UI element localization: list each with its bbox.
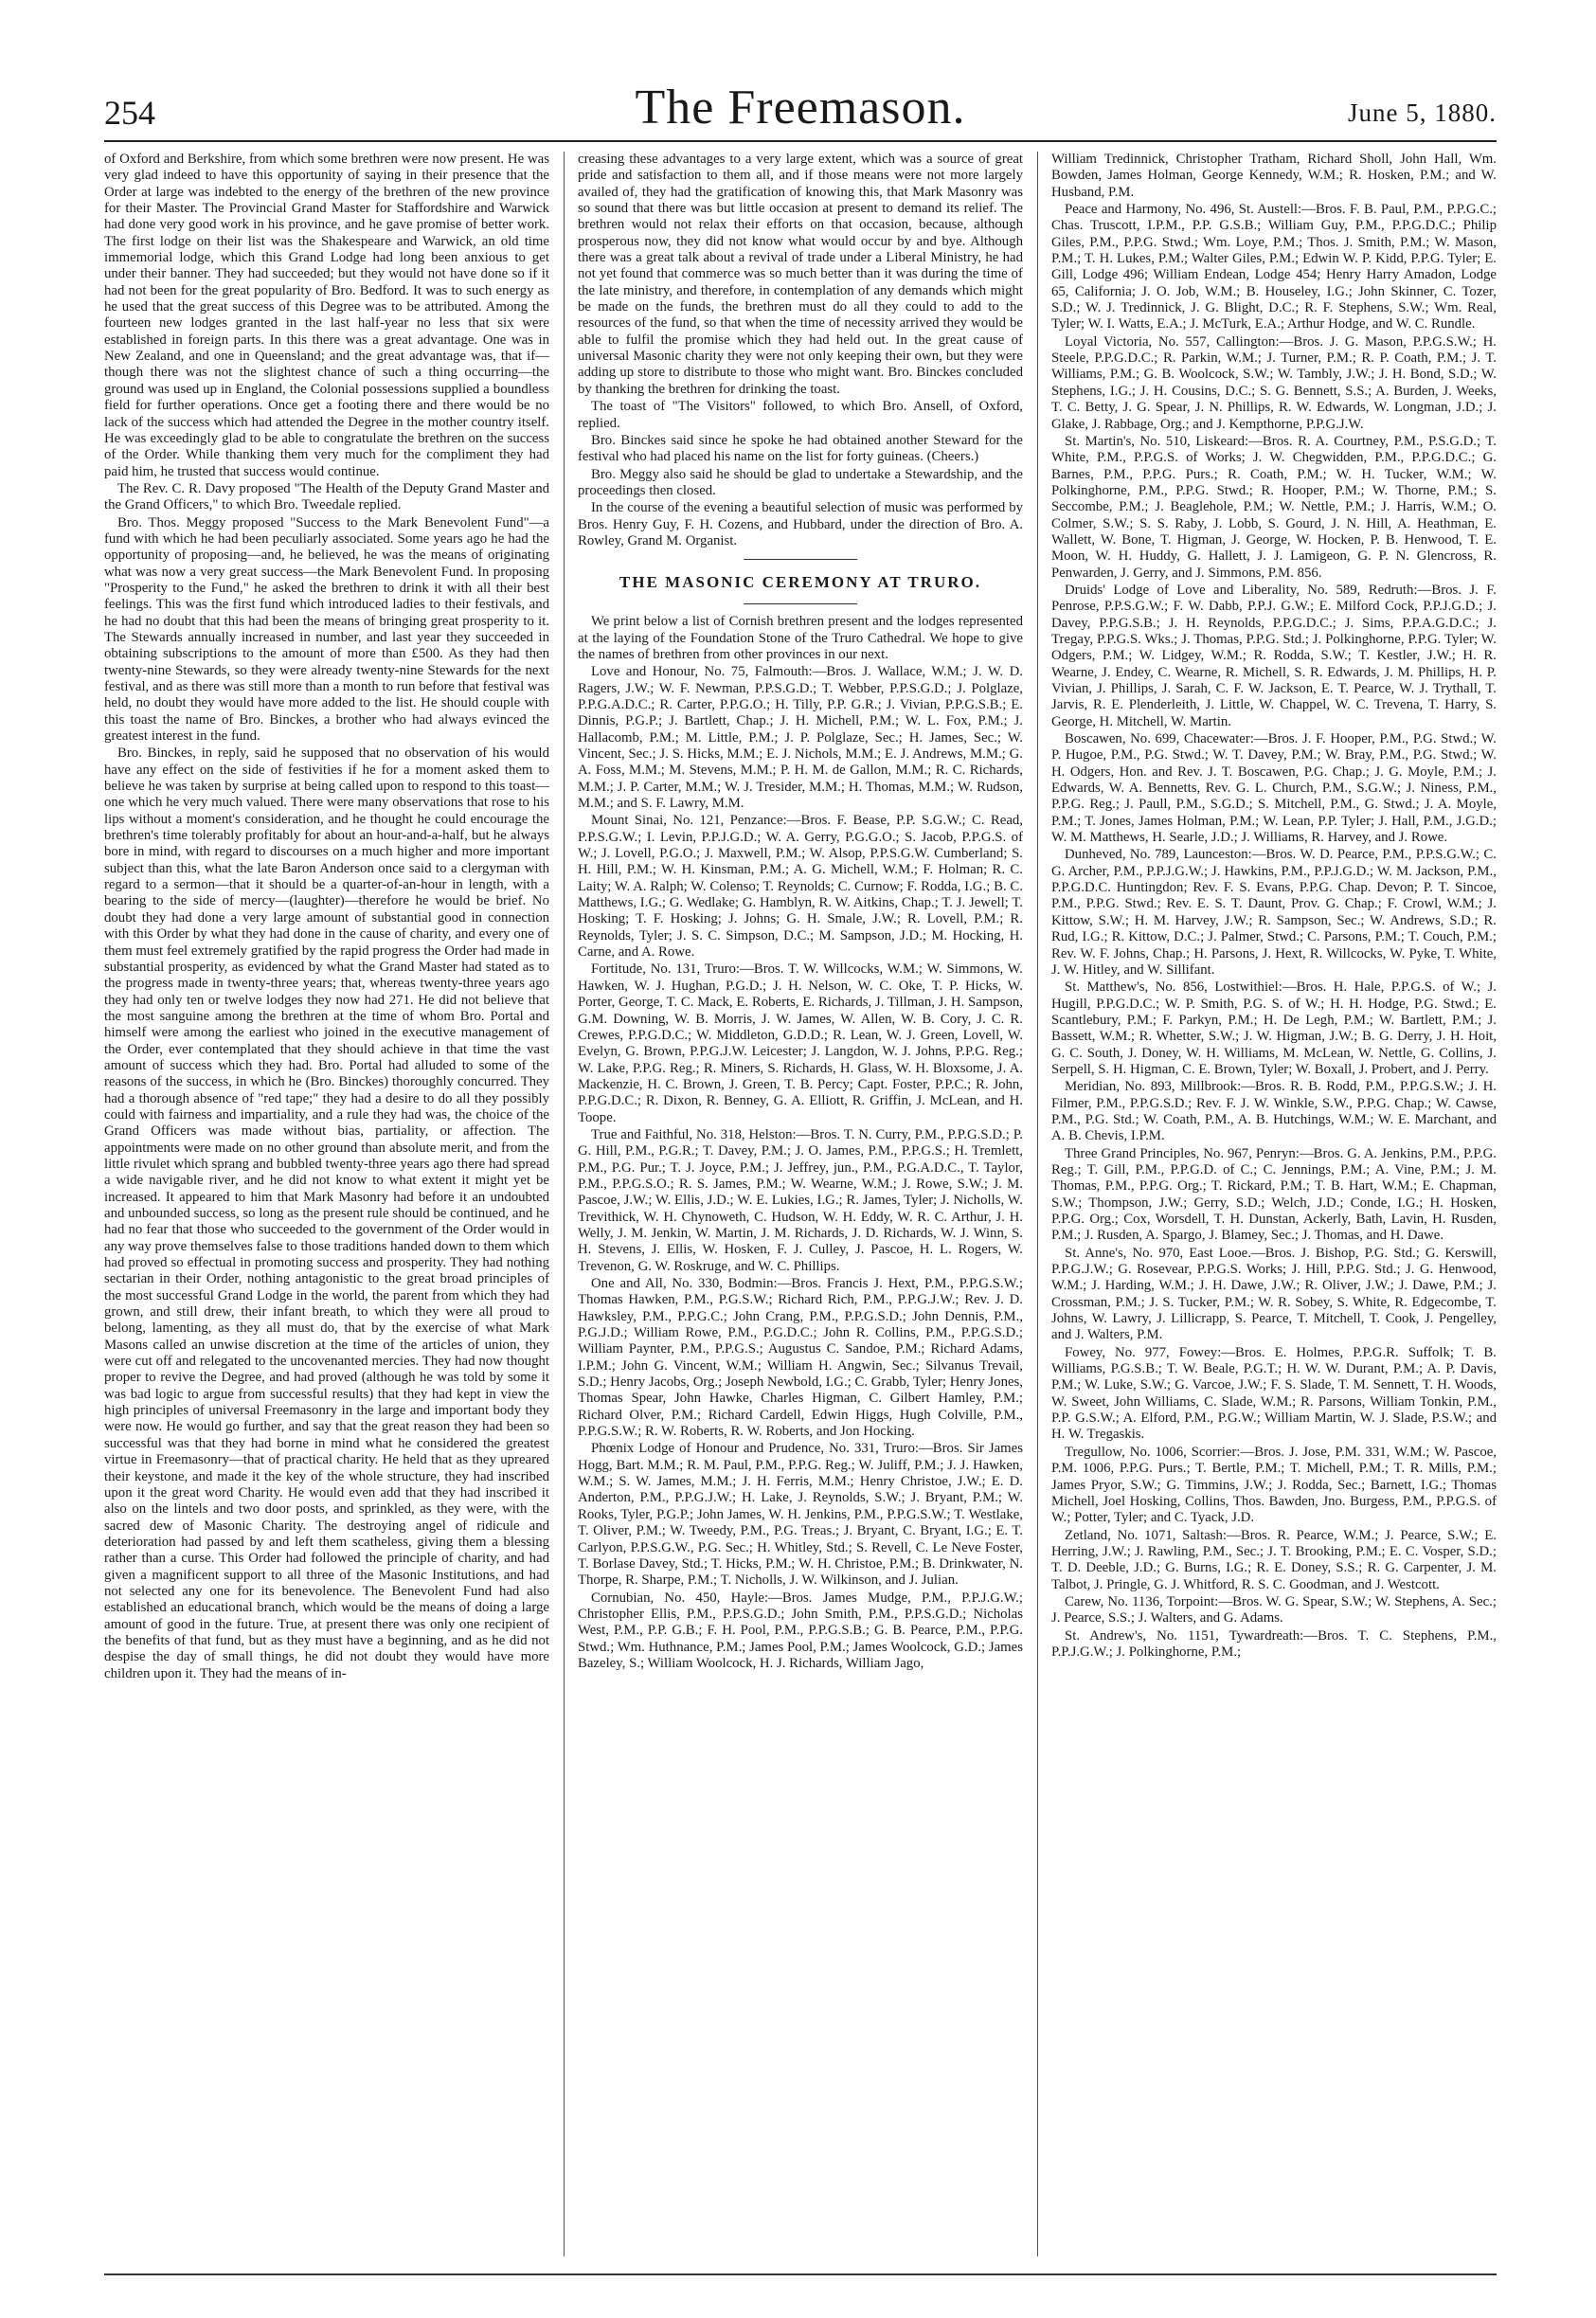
column-divider bbox=[564, 152, 565, 2256]
paragraph: Dunheved, No. 789, Launceston:—Bros. W. D. Pearce, P.M., P.P.S.G.W.; C. G. Archer, P.M., P.P.J.G.W.; J. Hawkins, P.M., P.P.J.G.D.; W. M. Jackson, P.M., P.P.G.D.C. Huntingdon; Rev. F. S. Evans, P.P.G. Chap. Devon; P. T. Sincoe, P.M., P.P.G. Stwd.; Rev. E. S. T. Daunt, Prov. G. Chap.; F. Crowl, W.M.; J. Kittow, S.W.; H. M. Harvey, J.W.; R. Sampson, Sec.; W. Andrews, S.D.; R. Rud, I.G.; R. Kittow, D.C.; J. Palmer, Stwd.; C. Parsons, P.M.; T. Couch, P.M.; Rev. W. F. Johns, Chap.; H. Parsons, J. Hext, R. Willcocks, W. Pyke, T. White, J. W. Hitley, and W. Sillifant. bbox=[1051, 847, 1497, 978]
page-number: 254 bbox=[104, 94, 155, 132]
paragraph: Fowey, No. 977, Fowey:—Bros. E. Holmes, P.P.G.R. Suffolk; T. B. Williams, P.G.S.B.; T. W. Beale, P.G.T.; H. W. W. Durant, P.M.; A. P. Davis, P.M.; W. Luke, S.W.; G. Varcoe, J.W.; F. S. Slade, T. M. Sennett, T. H. Woods, W. Sweet, John Williams, C. Slade, W.M.; R. Parsons, William Tonkin, P.M., P.P. G.S.W.; A. Elford, P.M., P.G.W.; William Martin, W. J. Slade, P.S.W.; and H. W. Tregaskis. bbox=[1051, 1344, 1497, 1443]
section-rule bbox=[744, 559, 857, 560]
footer-rule bbox=[104, 2273, 1497, 2275]
column-2-continuation bbox=[578, 152, 1023, 549]
paragraph: The Rev. C. R. Davy proposed "The Health of the Deputy Grand Master and the Grand Officers," to which Bro. Tweedale replied. bbox=[104, 480, 549, 513]
paragraph: Carew, No. 1136, Torpoint:—Bros. W. G. Spear, S.W.; W. Stephens, A. Sec.; J. Pearce, S.S.; J. Walters, and G. Adams. bbox=[1051, 1593, 1497, 1626]
paragraph: creasing these advantages to a very large extent, which was a source of great pride and satisfaction to them all, and if those means were not more largely availed of, they had the gratification of knowing this, that Mark Masonry was so sound that there was but little occasion at present to demand its relief. The brethren would not relax their efforts on that occasion, because, although prosperous now, they did not know what would occur by and bye. Although there was a great talk about a revival of trade under a Liberal Ministry, he had not yet found that commerce was so much better than it was during the time of the late ministry, and therefore, in contemplation of any demands which might be made on the funds, the brethren must do all they could to add to the resources of the fund, so that when the time of necessity arrived they would be able to fulfil the promise which they had held out. In the great cause of universal Masonic charity they were not only keeping their own, but they were adding up store to distribute to those who might want. Bro. Binckes concluded by thanking the brethren for drinking the toast. bbox=[578, 152, 1023, 397]
paragraph: Zetland, No. 1071, Saltash:—Bros. R. Pearce, W.M.; J. Pearce, S.W.; E. Herring, J.W.; J. Rawling, P.M., Sec.; J. T. Brooking, P.M.; E. C. Vosper, S.D.; T. D. Deeble, J.D.; G. Burns, I.G.; R. E. Doney, S.S.; R. G. Carpenter, J. M. Talbot, J. Pringle, G. J. Whitford, R. S. C. Goodman, and J. Westcott. bbox=[1051, 1527, 1497, 1592]
paragraph: St. Martin's, No. 510, Liskeard:—Bros. R. A. Courtney, P.M., P.S.G.D.; T. White, P.M., P.P.G.S. of Works; J. W. Chegwidden, P.M., P.P.G.D.C.; G. Barnes, P.M., P.P.G. Purs.; R. Coath, P.M.; W. H. Tucker, W.M.; W. Polkinghorne, P.M., P.P.G. Stwd.; R. Hooper, P.M.; W. Thorne, P.M.; S. Seccombe, P.M.; J. Beaglehole, P.M.; W. Nettle, P.M.; J. Harris, W.M.; O. Colmer, S.W.; S. S. Raby, J. Lobb, S. Gourd, J. N. Hill, A. Heathman, E. Wallett, W. Bone, T. Higman, J. George, W. Hocken, P. B. Henwood, T. E. Moon, W. H. Huddy, G. Hallett, J. J. Lamigeon, G. P. N. Glencross, R. Penwarden, J. Gerry, and J. Simmons, P.M. 856. bbox=[1051, 433, 1497, 581]
paragraph: William Tredinnick, Christopher Tratham, Richard Sholl, John Hall, Wm. Bowden, James Holman, George Kennedy, W.M.; R. Hosken, P.M.; and W. Husband, P.M. bbox=[1051, 152, 1497, 200]
paragraph: True and Faithful, No. 318, Helston:—Bros. T. N. Curry, P.M., P.P.G.S.D.; P. G. Hill, P.M., P.G.R.; T. Davey, P.M.; J. O. James, P.M., P.P.G.S.; H. Tremlett, P.M., P.G. Pur.; T. J. Joyce, P.M.; J. Jeffrey, jun., P.M., P.G.A.D.C., T. Taylor, P.M., P.P.G.S.O.; R. S. James, P.M.; W. Wearne, W.M.; J. Rowe, S.W.; J. M. Pascoe, J.W.; W. Ellis, J.D.; W. E. Lukies, I.G.; R. James, Tyler; J. Nicholls, W. Trevithick, W. H. Chynoweth, C. Hudson, W. H. Eddy, W. R. C. Arthur, J. H. Welly, J. M. Jenkin, W. Martin, J. M. Richards, J. D. Richards, W. J. Winn, S. H. Stevens, J. Ellis, W. Hosken, F. J. Culley, J. Pascoe, H. L. Rogers, W. Trevenon, G. W. Roskruge, and W. C. Phillips. bbox=[578, 1126, 1023, 1274]
paragraph: St. Anne's, No. 970, East Looe.—Bros. J. Bishop, P.G. Std.; G. Kerswill, P.P.G.J.W.; G. Rosevear, P.P.G.S. Works; J. Hill, P.P.G. Std.; J. G. Henwood, W.M.; J. Harding, W.M.; J. H. Dawe, J.W.; R. Oliver, J.W.; J. Dawe, P.M.; J. Crossman, P.M.; J. S. Tucker, P.M.; W. R. Sobey, S. White, R. Edgecombe, T. Johns, W. Lawry, J. Lillicrapp, S. Pearce, T. Mitchell, T. Cook, J. Pengelley, and J. Walters, P.M. bbox=[1051, 1245, 1497, 1343]
paragraph: In the course of the evening a beautiful selection of music was performed by Bros. Henry Guy, F. H. Cozens, and Hubbard, under the direction of Bro. A. Rowley, Grand M. Organist. bbox=[578, 500, 1023, 548]
paragraph: Bro. Thos. Meggy proposed "Success to the Mark Benevolent Fund"—a fund with which he had been peculiarly associated. Some years ago he had the opportunity of proposing—and, he believed, he was the means of originating what was now a very great success—the Mark Benevolent Fund. In proposing "Prosperity to the Fund," he asked the brethren to drink it with all their best feelings. This was the first fund which introduced ladies to their festivals, and he had no doubt that this had been the means of bringing great prosperity to it. The Stewards annually increased in number, and last year they succeeded in obtaining subscriptions to the amount of more than £500. As they had then twenty-nine Stewards, so they were already twenty-nine Stewards for the next festival, and as there was still more than a month to run before that festival was held, no doubt they would have more added to the list. He should couple with this toast the name of Bro. Binckes, a brother who had always evinced the greatest interest in the fund. bbox=[104, 514, 549, 745]
header-rule bbox=[104, 140, 1497, 142]
section-rule bbox=[744, 603, 857, 604]
paragraph: The toast of "The Visitors" followed, to which Bro. Ansell, of Oxford, replied. bbox=[578, 399, 1023, 431]
paragraph: Loyal Victoria, No. 557, Callington:—Bros. J. G. Mason, P.P.G.S.W.; H. Steele, P.P.G.D.C.; R. Parkin, W.M.; J. Turner, P.M.; R. P. Coath, P.M.; J. T. Williams, P.M.; G. B. Woolcock, S.W.; W. Tambly, J.W.; J. H. Bond, S.D.; W. Stephens, I.G.; J. H. Cousins, D.C.; S. G. Bennett, S.S.; A. Burden, J. Weeks, T. C. Betty, J. G. Spear, J. N. Phillips, R. W. Edwards, W. Longman, J.D.; J. Glake, J. Rabbage, Org.; and J. Kempthorne, P.P.G.J.W. bbox=[1051, 333, 1497, 432]
paragraph: Bro. Binckes, in reply, said he supposed that no observation of his would have any effect on the side of festivities if he for a moment asked them to believe he was taken by surprise at being called upon to respond to this toast—one which he very much valued. There were many observations that rose to his lips without a moment's consideration, and he thought he could encourage the brethren's time tolerably profitably for about an hour-and-a-half, but he always bore in mind, with regard to discourses on a much higher and more important subject than this, what the late Baron Anderson once said to a clergyman with regard to a sermon—that it should be a quarter-of-an-hour in length, with a bearing to the side of mercy—(laughter)—therefore he would be brief. No doubt they had done a very large amount of substantial good in connection with this Order by what they had done in the cause of charity, and every one of them must feel extremely gratified by the rapid progress the Order had made in substantial prosperity, as evidenced by what the Grand Master had stated as to the progress made in twenty-three years; that, whereas twenty-three years ago they had only ten or twelve lodges they now had 271. He did not believe that the most sanguine among the brethren at the time of whom Bro. Portal and himself were among the earliest who joined in the executive management of the Order, ever contemplated that they should achieve in that time the vast amount of success which they had. Bro. Portal had alluded to some of the reasons of the success, in which he (Bro. Binckes) thoroughly concurred. They had a thorough absence of "red tape;" they had a desire to do all they possibly could with fairness and impartiality, and a rule they had was, the choice of the Grand Officers was made without bias, partiality, or affection. The appointments were made on no other ground than absolute merit, and from the little rivulet which sprang and bubbled twenty-three years ago there had spread a wide navigable river, and he did not know to what extent it might yet be increased. It appeared to him that Mark Masonry had before it an undoubted and unbounded success, so long as the present rule should be continued, and he had no fear that those who succeeded to the government of the Order would in any way prove themselves false to those traditions handed down to them which had proved so effectual in promoting success and prosperity. They had nothing sectarian in their Order, nothing antagonistic to the great broad principles of the most successful Grand Lodge in the world, the parent from which they had grown, and still drew, their infant breath, to which they were all proud to belong, lamenting, as they all must do, that by the exercise of what Mark Masons called an unwise discretion at the time of the articles of union, they were cut off and relegated to the uncovenanted mercies. They had now thought proper to revive the Degree, and had proved (although he was told by some it was bad logic to argue from successful results) that they had kept in view the high principles of universal Freemasonry in the large and important body they were now. He would go further, and say that the great reason they had been so successful was that they had borne in mind what he considered the greatest virtue in Freemasonry—that of practical charity. He held that as they upreared their keystone, and made it the key of the whole structure, they had inscribed upon it the great word Charity. He would even add that they had inscribed it also on the lintels and two door posts, and sprinkled, as they were, with the sacred dew of Masonic Charity. The destroying angel of ridicule and deterioration had passed by and left them scatheless, giving them a blessing rather than a curse. This Order had followed the principle of charity, and had given a magnificent support to all three of the Masonic Institutions, and had not selected any one for its benevolence. The Benevolent Fund had also established an educational branch, which would be the means of doing a large amount of good in the future. True, at present there was only one recipient of the benefits of that fund, but as they must have a beginning, and as he did not despise the day of small things, he did not doubt they would have more children upon it. They had the means of in- bbox=[104, 746, 549, 1681]
paragraph: Boscawen, No. 699, Chacewater:—Bros. J. F. Hooper, P.M., P.G. Stwd.; W. P. Hugoe, P.M., P.G. Stwd.; W. T. Davey, P.M.; W. Bray, P.M., P.G. Stwd.; W. H. Odgers, Hon. and Rev. J. T. Boscawen, P.G. Chap.; J. G. Moyle, P.M.; J. Edwards, W. A. Bennetts, Rev. G. L. Church, P.M., S.G.W.; J. Niness, P.M., P.P.G. Reg.; J. Paull, P.M., S.G.D.; S. Mitchell, P.M., G. Stwd.; J. A. Moyle, P.M.; T. Jones, James Holman, P.M.; W. Lean, P.P. Tyler; J. Hall, P.M., J.G.D.; W. M. Matthews, H. Searle, J.D.; J. Williams, R. Harvey, and J. Rowe. bbox=[1051, 731, 1497, 846]
paragraph: Fortitude, No. 131, Truro:—Bros. T. W. Willcocks, W.M.; W. Simmons, W. Hawken, W. J. Hughan, P.G.D.; J. H. Nelson, W. C. Oke, T. P. Hicks, W. Porter, George, T. C. Mack, E. Roberts, E. Richards, J. Tillman, J. H. Sampson, G.M. Downing, W. B. Morris, J. W. James, W. Allen, W. B. Cory, J. C. R. Crewes, P.P.G.D.C.; W. Middleton, G.D.D.; R. Lean, W. J. Green, Lovell, W. Evelyn, G. Brown, P.P.G.J.W. Leicester; J. Langdon, W. J. Johns, P.P.G. Reg.; W. Lake, P.P.G. Reg.; R. Miners, S. Richards, H. Glass, W. H. Bloxsome, J. A. Mackenzie, H. C. Brown, J. Green, T. B. Percy; Capt. Foster, P.P.C.; R. John, P.P.G.D.C.; R. Dixon, R. Benney, G. A. Elliott, R. Griffin, J. McLean, and H. Toope. bbox=[578, 961, 1023, 1125]
paragraph: Bro. Meggy also said he should be glad to undertake a Stewardship, and the proceedings then closed. bbox=[578, 466, 1023, 498]
paragraph: Tregullow, No. 1006, Scorrier:—Bros. J. Jose, P.M. 331, W.M.; W. Pascoe, P.M. 1006, P.P.G. Purs.; T. Bertle, P.M.; T. Michell, P.M.; T. R. Mills, P.M.; James Pryor, S.W.; G. Timmins, J.W.; J. Rodda, Sec.; Barnett, I.G.; Thomas Michell, Joel Hosking, Collins, Thos. Bawden, Jno. Burgess, P.M., P.P.G.S. of W.; Potter, Tyler; and C. Tyack, J.D. bbox=[1051, 1444, 1497, 1526]
article-columns bbox=[104, 152, 1497, 2264]
paragraph: Mount Sinai, No. 121, Penzance:—Bros. F. Bease, P.P. S.G.W.; C. Read, P.P.S.G.W.; I. Levin, P.P.J.G.D.; W. A. Gerry, P.G.G.O.; S. Jacob, P.P.G.S. of W.; J. Lovell, P.G.O.; J. Maxwell, P.M.; W. Alsop, P.P.S.G.W. Cumberland; S. H. Hill, P.M.; W. H. Kinsman, P.M.; A. G. Michell, W.M.; F. Holman; R. C. Laity; W. A. Ralph; W. Colenso; T. Reynolds; C. Curnow; F. Rodda, I.G.; B. C. Matthews, I.G.; G. Wedlake; G. Hamblyn, R. W. Aitkins, Chap.; T. J. Jewell; T. Hosking; T. F. Hosking; J. Johns; G. H. Smale, J.W.; R. Lovell, P.M.; R. Reynolds, Tyler; J. S. C. Simpson, D.C.; M. Sampson, J.D.; M. Hocking, H. Carne, and A. Rowe. bbox=[578, 813, 1023, 961]
paragraph: Love and Honour, No. 75, Falmouth:—Bros. J. Wallace, W.M.; J. W. D. Ragers, J.W.; W. F. Newman, P.P.S.G.D.; T. Webber, P.P.S.G.D.; J. Polglaze, P.P.G.A.D.C.; R. Carter, P.P.G.O.; H. Tilly, P.P. G.R.; J. Vivian, P.P.G.S.B.; E. Dinnis, P.G.P.; J. Bartlett, Chap.; J. H. Michell, P.M.; W. L. Fox, P.M.; J. Hallacomb, P.M.; M. Little, P.M.; J. P. Polglaze, Sec.; H. James, Sec.; W. Vincent, Sec.; J. S. Hicks, M.M.; E. J. Nichols, M.M.; E. J. Andrews, M.M.; G. A. Foss, M.M.; M. Stevens, M.M.; P. H. M. de Gallon, M.M.; R. C. Richards, M.M.; J. P. Carter, M.M.; W. J. Tresider, M.M.; H. Thomas, M.M.; W. Rudson, M.M.; and S. F. Lawry, M.M. bbox=[578, 664, 1023, 812]
paragraph: St. Andrew's, No. 1151, Tywardreath:—Bros. T. C. Stephens, P.M., P.P.J.G.W.; J. Polkinghorne, P.M.; bbox=[1051, 1627, 1497, 1660]
paragraph: We print below a list of Cornish brethren present and the lodges represented at the laying of the Foundation Stone of the Truro Cathedral. We hope to give the names of brethren from other provinces in our next. bbox=[578, 614, 1023, 662]
column-2 bbox=[578, 152, 1023, 2264]
paragraph: Three Grand Principles, No. 967, Penryn:—Bros. G. A. Jenkins, P.M., P.P.G. Reg.; T. Gill, P.M., P.P.G.D. of C.; C. Jennings, P.M.; A. Vine, P.M.; J. M. Thomas, P.M., P.P.G. Org.; T. Rickard, P.M.; T. B. Hart, W.M.; E. Chapman, S.W.; Thompson, J.W.; Gerry, S.D.; Welch, J.D.; Conde, I.G.; H. Hosken, P.P.G. Org.; Cox, Worsdell, T. H. Dunstan, Ackerly, Bath, Lavin, H. Rusden, P.M.; J. Rusden, A. Spargo, J. Blamey, Sec.; J. Thomas, and H. Dawe. bbox=[1051, 1145, 1497, 1244]
paragraph: One and All, No. 330, Bodmin:—Bros. Francis J. Hext, P.M., P.P.G.S.W.; Thomas Hawken, P.M., P.G.S.W.; Richard Rich, P.M., P.P.G.J.W.; Rev. J. D. Hawksley, P.M., P.P.G.C.; John Crang, P.M., P.P.G.S.D.; John Dennis, P.M., P.G.J.D.; William Rowe, P.M., P.G.D.C.; John R. Collins, P.M., P.P.G.S.D.; William Paynter, P.M., P.P.G.S.; Augustus C. Sandoe, P.M.; Richard Adams, I.P.M.; John G. Vincent, W.M.; William H. Angwin, Sec.; Silvanus Trevail, S.D.; Henry Jacobs, Org.; Joseph Newbold, I.G.; C. Grabb, Tyler; Henry Jones, Thomas Spear, John Hawke, Charles Higman, C. Gilbert Hamley, P.M.; Richard Olver, P.M.; Richard Cardell, Edwin Higgs, Hugh Colville, P.M., P.P.G.S.W.; R. W. Roberts, R. W. Roberts, and Jon Hocking. bbox=[578, 1276, 1023, 1440]
paragraph: St. Matthew's, No. 856, Lostwithiel:—Bros. H. Hale, P.P.G.S. of W.; J. Hugill, P.P.G.D.C.; W. P. Smith, P.G. S. of W.; H. H. Hodge, P.G. Stwd.; E. Scantlebury, P.M.; F. Parkyn, P.M.; H. De Legh, P.M.; W. Bartlett, P.M.; J. Bassett, W.M.; R. Whetter, S.W.; J. W. Higman, J.W.; B. G. Derry, J. H. Hoit, G. C. South, J. Doney, W. H. Williams, M. McLean, W. Nettle, G. Collins, J. Serpell, S. H. Higman, C. E. Brown, Tyler; W. Boxall, J. Probert, and J. Perry. bbox=[1051, 979, 1497, 1077]
paragraph: Cornubian, No. 450, Hayle:—Bros. James Mudge, P.M., P.P.J.G.W.; Christopher Ellis, P.M., P.P.S.G.D.; John Smith, P.M., P.P.S.G.D.; Nicholas West, P.M., P.P. G.B.; F. H. Pool, P.M., P.P.G.S.B.; G. B. Pearce, P.M., P.P.G. Stwd.; Wm. Huthnance, P.M.; James Pool, P.M.; James Woolcock, G.D.; James Bazeley, S.; William Woolcock, H. J. Richards, William Jago, bbox=[578, 1590, 1023, 1671]
paragraph: Bro. Binckes said since he spoke he had obtained another Steward for the festival who had placed his name on the list for forty guineas. (Cheers.) bbox=[578, 432, 1023, 465]
paragraph: Peace and Harmony, No. 496, St. Austell:—Bros. F. B. Paul, P.M., P.P.G.C.; Chas. Truscott, I.P.M., P.P. G.S.B.; William Guy, P.M., P.P.G.D.C.; Philip Giles, P.M., P.P.G. Stwd.; Wm. Loye, P.M.; Thos. J. Smith, P.M.; W. Mason, P.M.; T. H. Lukes, P.M.; Walter Giles, P.M.; Edwin W. P. Kidd, P.P.G. Tyler; E. Gill, Lodge 496; William Endean, Lodge 454; Henry Harry Amadon, Lodge 65, California; J. O. Job, W.M.; B. Houseley, I.G.; John Skinner, C. Tozer, S.D.; W. J. Tredinnick, J. G. Blight, D.C.; R. F. Stephens, S.W.; Wm. Real, Tyler; W. I. Watts, E.A.; J. McTurk, E.A.; Arthur Hodge, and W. C. Rundle. bbox=[1051, 202, 1497, 332]
paragraph: Druids' Lodge of Love and Liberality, No. 589, Redruth:—Bros. J. F. Penrose, P.P.S.G.W.; F. W. Dabb, P.P.J. G.W.; E. Milford Cock, P.P.J.G.D.; J. Davey, P.P.G.S.B.; J. H. Reynolds, P.P.G.D.C.; J. Sims, P.P.A.G.D.C.; J. Tregay, P.P.G.S. Wks.; J. Thomas, P.P.G. Std.; J. Polkinghorne, P.P.G. Tyler; W. Odgers, P.M.; W. Lidgey, W.M.; R. Rodda, S.W.; T. Kestler, J.W.; H. R. Wearne, J. Endey, C. Wearne, R. Michell, S. R. Edwards, J. M. Phillips, H. P. Vivian, J. Phillips, J. Sarah, C. F. W. Jackson, E. T. Pearce, W. J. Trythall, T. Jarvis, R. E. Plenderleith, J. Little, W. Chappel, W. C. Trevena, T. Harry, S. George, H. Mitchell, W. Martin. bbox=[1051, 582, 1497, 729]
newspaper-title: The Freemason. bbox=[635, 81, 966, 135]
paragraph: of Oxford and Berkshire, from which some brethren were now present. He was very glad indeed to have this opportunity of saying in their presence that the Order at large was indebted to the energy of the brethren of the new province for their Master. The Provincial Grand Master for Staffordshire and Warwick had done very good work in his province, and he gave promise of better work. The first lodge on their list was the Shakespeare and Warwick, an old time immemorial lodge, which this Grand Lodge had long been anxious to get under their banner. They had succeeded; but they would not have done so if it had not been for the great popularity of Bro. Bedford. It was to such energy as he used that the great success of this Degree was to be attributed. Among the fourteen new lodges granted in the last half-year no less that six were established in foreign parts. In this there was a great advantage. One was in New Zealand, and one in Queensland; and the great advantage was, that if—though there was not the slightest chance of such a thing occurring—the ground was used up in England, the Colonial possessions supplied a boundless field for further operations. Once get a footing there and there would be no lack of the success which had attended the Degree in the mother country itself. He was exceedingly glad to be able to congratulate the brethren on the success of the Order. While thanking them very much for the compliment they had paid him, he trusted that success would continue. bbox=[104, 152, 549, 479]
column-3 bbox=[1051, 152, 1497, 2264]
lodge-list bbox=[578, 614, 1023, 1672]
column-1 bbox=[104, 152, 549, 2264]
paragraph: Meridian, No. 893, Millbrook:—Bros. R. B. Rodd, P.M., P.P.G.S.W.; J. H. Filmer, P.M., P.P.G.S.D.; Rev. F. J. W. Winkle, S.W., P.P.G. Chap.; W. Cawse, P.M., P.G. Std.; W. Coath, P.M., A. B. Hutchings, W.M.; W. E. Marchant, and A. B. Chevis, I.P.M. bbox=[1051, 1079, 1497, 1144]
paragraph: Phœnix Lodge of Honour and Prudence, No. 331, Truro:—Bros. Sir James Hogg, Bart. M.M.; R. M. Paul, P.M., P.P.G. Reg.; W. Juliff, P.M.; J. J. Hawken, W.M.; S. W. James, M.M.; J. H. Ferris, M.M.; Henry Christoe, J.W.; E. D. Anderton, P.M., P.P.G.J.W.; H. Lake, J. Reynolds, S.W.; J. Bryant, P.M.; W. Rooks, Tyler, P.G.P.; John James, W. H. Jenkins, P.M., P.P.G.S.W.; T. Westlake, T. Oliver, P.M.; W. Tweedy, P.M., P.G. Treas.; J. Bryant, C. Bryant, I.G.; E. T. Carlyon, P.P.S.G.W., P.G. Sec.; H. Whitley, Std.; S. Revell, C. Le Neve Foster, T. Borlase Davey, Std.; T. Hicks, P.M.; W. H. Christoe, P.M.; B. Drinkwater, N. Thorpe, R. Sharpe, P.M.; T. Nicholls, J. W. Wilkinson, and J. Julian. bbox=[578, 1441, 1023, 1589]
issue-date: June 5, 1880. bbox=[1348, 99, 1497, 127]
section-heading: THE MASONIC CEREMONY AT TRURO. bbox=[619, 573, 981, 592]
column-divider bbox=[1037, 152, 1038, 2256]
